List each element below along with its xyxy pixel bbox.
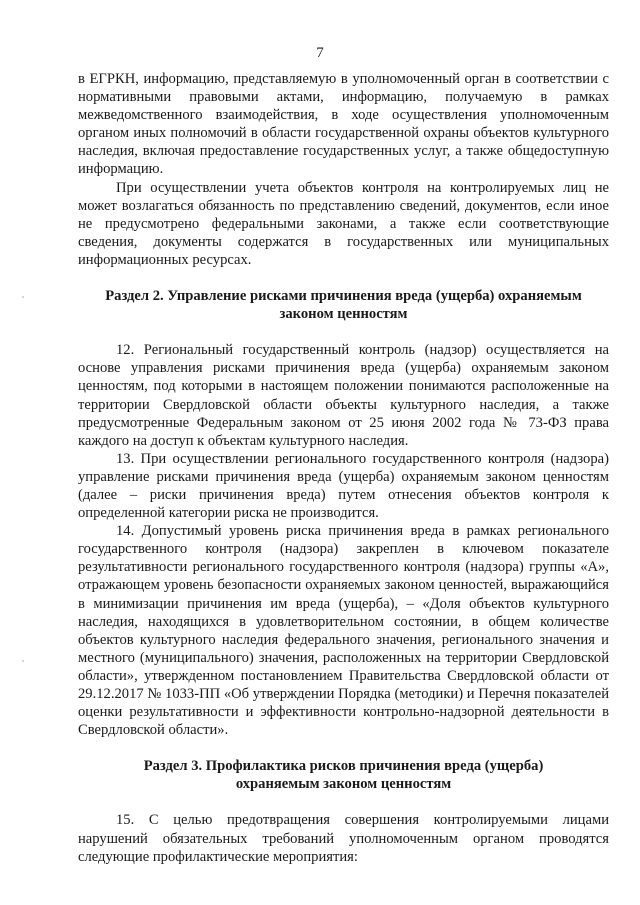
section-3-heading-line-1: Раздел 3. Профилактика рисков причинения вреда (ущерба) [143, 758, 544, 775]
page-number: 7 [316, 45, 324, 61]
paragraph-accounting-of-objects: При осуществлении учета объектов контроля на контролируемых лиц не может возлагаться обязанность по представлению сведений, документов, если иное не предусмотрено федеральными законами, а также если соответствующие сведения, документы содержатся в государственных или муниципальных информационных ресурсах. [78, 179, 609, 268]
scan-artifact-dot [22, 660, 24, 662]
section-3-heading-line-2: охраняемым законом ценностям [235, 776, 452, 793]
paragraph-13-risk-categories: 13. При осуществлении регионального государственного контроля (надзора) управление рисками причинения вреда (ущерба) охраняемым законом ценностям (далее – риски причинения вреда) путем отнесения объектов контроля к определенной категории риска не производится. [78, 450, 609, 522]
section-2-heading: Раздел 2. Управление рисками причинения вреда (ущерба) охраняемым законом ценностям [105, 288, 582, 323]
paragraph-egrkn-information: в ЕГРКН, информацию, представляемую в уполномоченный орган в соответствии с нормативными правовыми актами, информацию, получаемую в рамках межведомственного взаимодействия, в ходе осуществления уполномоченным органом иных полномочий в области государственной охраны объектов культурного наследия, включая предоставление государственных услуг, а также общедоступную информацию. [78, 71, 609, 178]
paragraph-14-acceptable-risk-level: 14. Допустимый уровень риска причинения вреда в рамках регионального государственного контроля (надзора) закреплен в ключевом показателе результативности регионального государственного контроля (надзора) группы «А», отражающем уровень безопасности охраняемых законом ценностей, выражающийся в минимизации причинения им вреда (ущерба), – «Доля объектов культурного наследия, находящихся в удовлетворительном состоянии, в общем количестве объектов культурного наследия федерального значения, регионального значения и местного (муниципального) значения, расположенных на территории Свердловской области», утвержденном постановлением Правительства Свердловской области от 29.12.2017 № 1033-ПП «Об утверждении Порядка (методики) и Перечня показателей оценки результативности и эффективности контрольно-надзорной деятельности в Свердловской области». [78, 523, 609, 739]
document-body [78, 70, 609, 866]
scan-artifact-dot [22, 296, 24, 298]
paragraph-12-risk-management: 12. Региональный государственный контроль (надзор) осуществляется на основе управления рисками причинения вреда (ущерба) охраняемым законом ценностям, под которыми в настоящем положении понимаются расположенные на территории Свердловской области объекты культурного наследия, а также предусмотренные Федеральным законом от 25 июня 2002 года № 73-ФЗ права каждого на доступ к объектам культурного наследия. [78, 342, 609, 449]
paragraph-15-prevention-measures: 15. С целью предотвращения совершения контролируемыми лицами нарушений обязательных требований уполномоченным органом проводятся следующие профилактические мероприятия: [78, 812, 609, 865]
